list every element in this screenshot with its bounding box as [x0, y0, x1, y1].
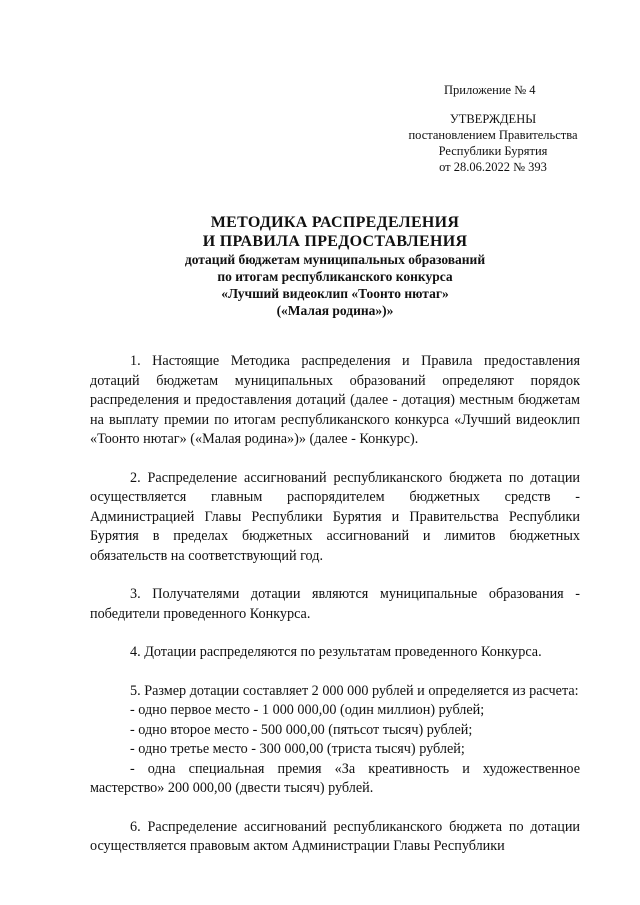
prize-list — [90, 701, 580, 799]
annex-number: Приложение № 4 — [444, 83, 536, 97]
paragraph-5: 5. Размер дотации составляет 2 000 000 рублей и определяется из расчета: — [130, 682, 579, 699]
title-line-5: «Лучший видеоклип «Тоонто нютаг» — [221, 286, 449, 301]
document-title — [90, 213, 580, 319]
approved-heading: УТВЕРЖДЕНЫ — [449, 112, 537, 126]
list-item: - одно второе место - 500 000,00 (пятьсот тысяч) рублей; — [130, 721, 473, 738]
title-line-6: («Малая родина»)» — [276, 303, 394, 318]
paragraph-6: 6. Распределение ассигнований республиканского бюджета по дотации осуществляется правовым актом Администрации Главы Республики — [90, 818, 580, 854]
title-line-3: дотаций бюджетам муниципальных образований — [184, 252, 486, 267]
list-item: - одна специальная премия «За креативность и художественное мастерство» 200 000,00 (двести тысяч) рублей. — [90, 760, 580, 796]
list-item: - одно первое место - 1 000 000,00 (один миллион) рублей; — [130, 702, 485, 718]
approved-by-line: постановлением Правительства — [408, 128, 578, 142]
approved-date-line: от 28.06.2022 № 393 — [439, 160, 547, 174]
title-line-1: МЕТОДИКА РАСПРЕДЕЛЕНИЯ — [210, 214, 460, 231]
document-body — [90, 352, 580, 876]
paragraph-1: 1. Настоящие Методика распределения и Правила предоставления дотаций бюджетам муниципальных образований определяют порядок распределения и предоставления дотаций (далее - дотация) местным бюджетам на выплату премии по итогам республиканского конкурса «Лучший видеоклип «Тоонто нютаг» («Малая родина»)» (далее - Конкурс). — [90, 353, 580, 447]
paragraph-2: 2. Распределение ассигнований республиканского бюджета по дотации осуществляется главным распорядителем бюджетных средств - Администрацией Главы Республики Бурятия и Правительства Республики Бурятия в пределах бюджетных ассигнований и лимитов бюджетных обязательств на соответствующий год. — [90, 469, 580, 564]
paragraph-3: 3. Получателями дотации являются муниципальные образования - победители проведенного Конкурса. — [90, 586, 580, 622]
approval-stamp-block — [388, 111, 598, 175]
title-line-4: по итогам республиканского конкурса — [217, 269, 453, 284]
title-line-2: И ПРАВИЛА ПРЕДОСТАВЛЕНИЯ — [202, 233, 468, 250]
list-item: - одно третье место - 300 000,00 (триста тысяч) рублей; — [130, 741, 465, 757]
approved-republic-line: Республики Бурятия — [438, 144, 548, 158]
paragraph-4: 4. Дотации распределяются по результатам проведенного Конкурса. — [130, 644, 542, 660]
